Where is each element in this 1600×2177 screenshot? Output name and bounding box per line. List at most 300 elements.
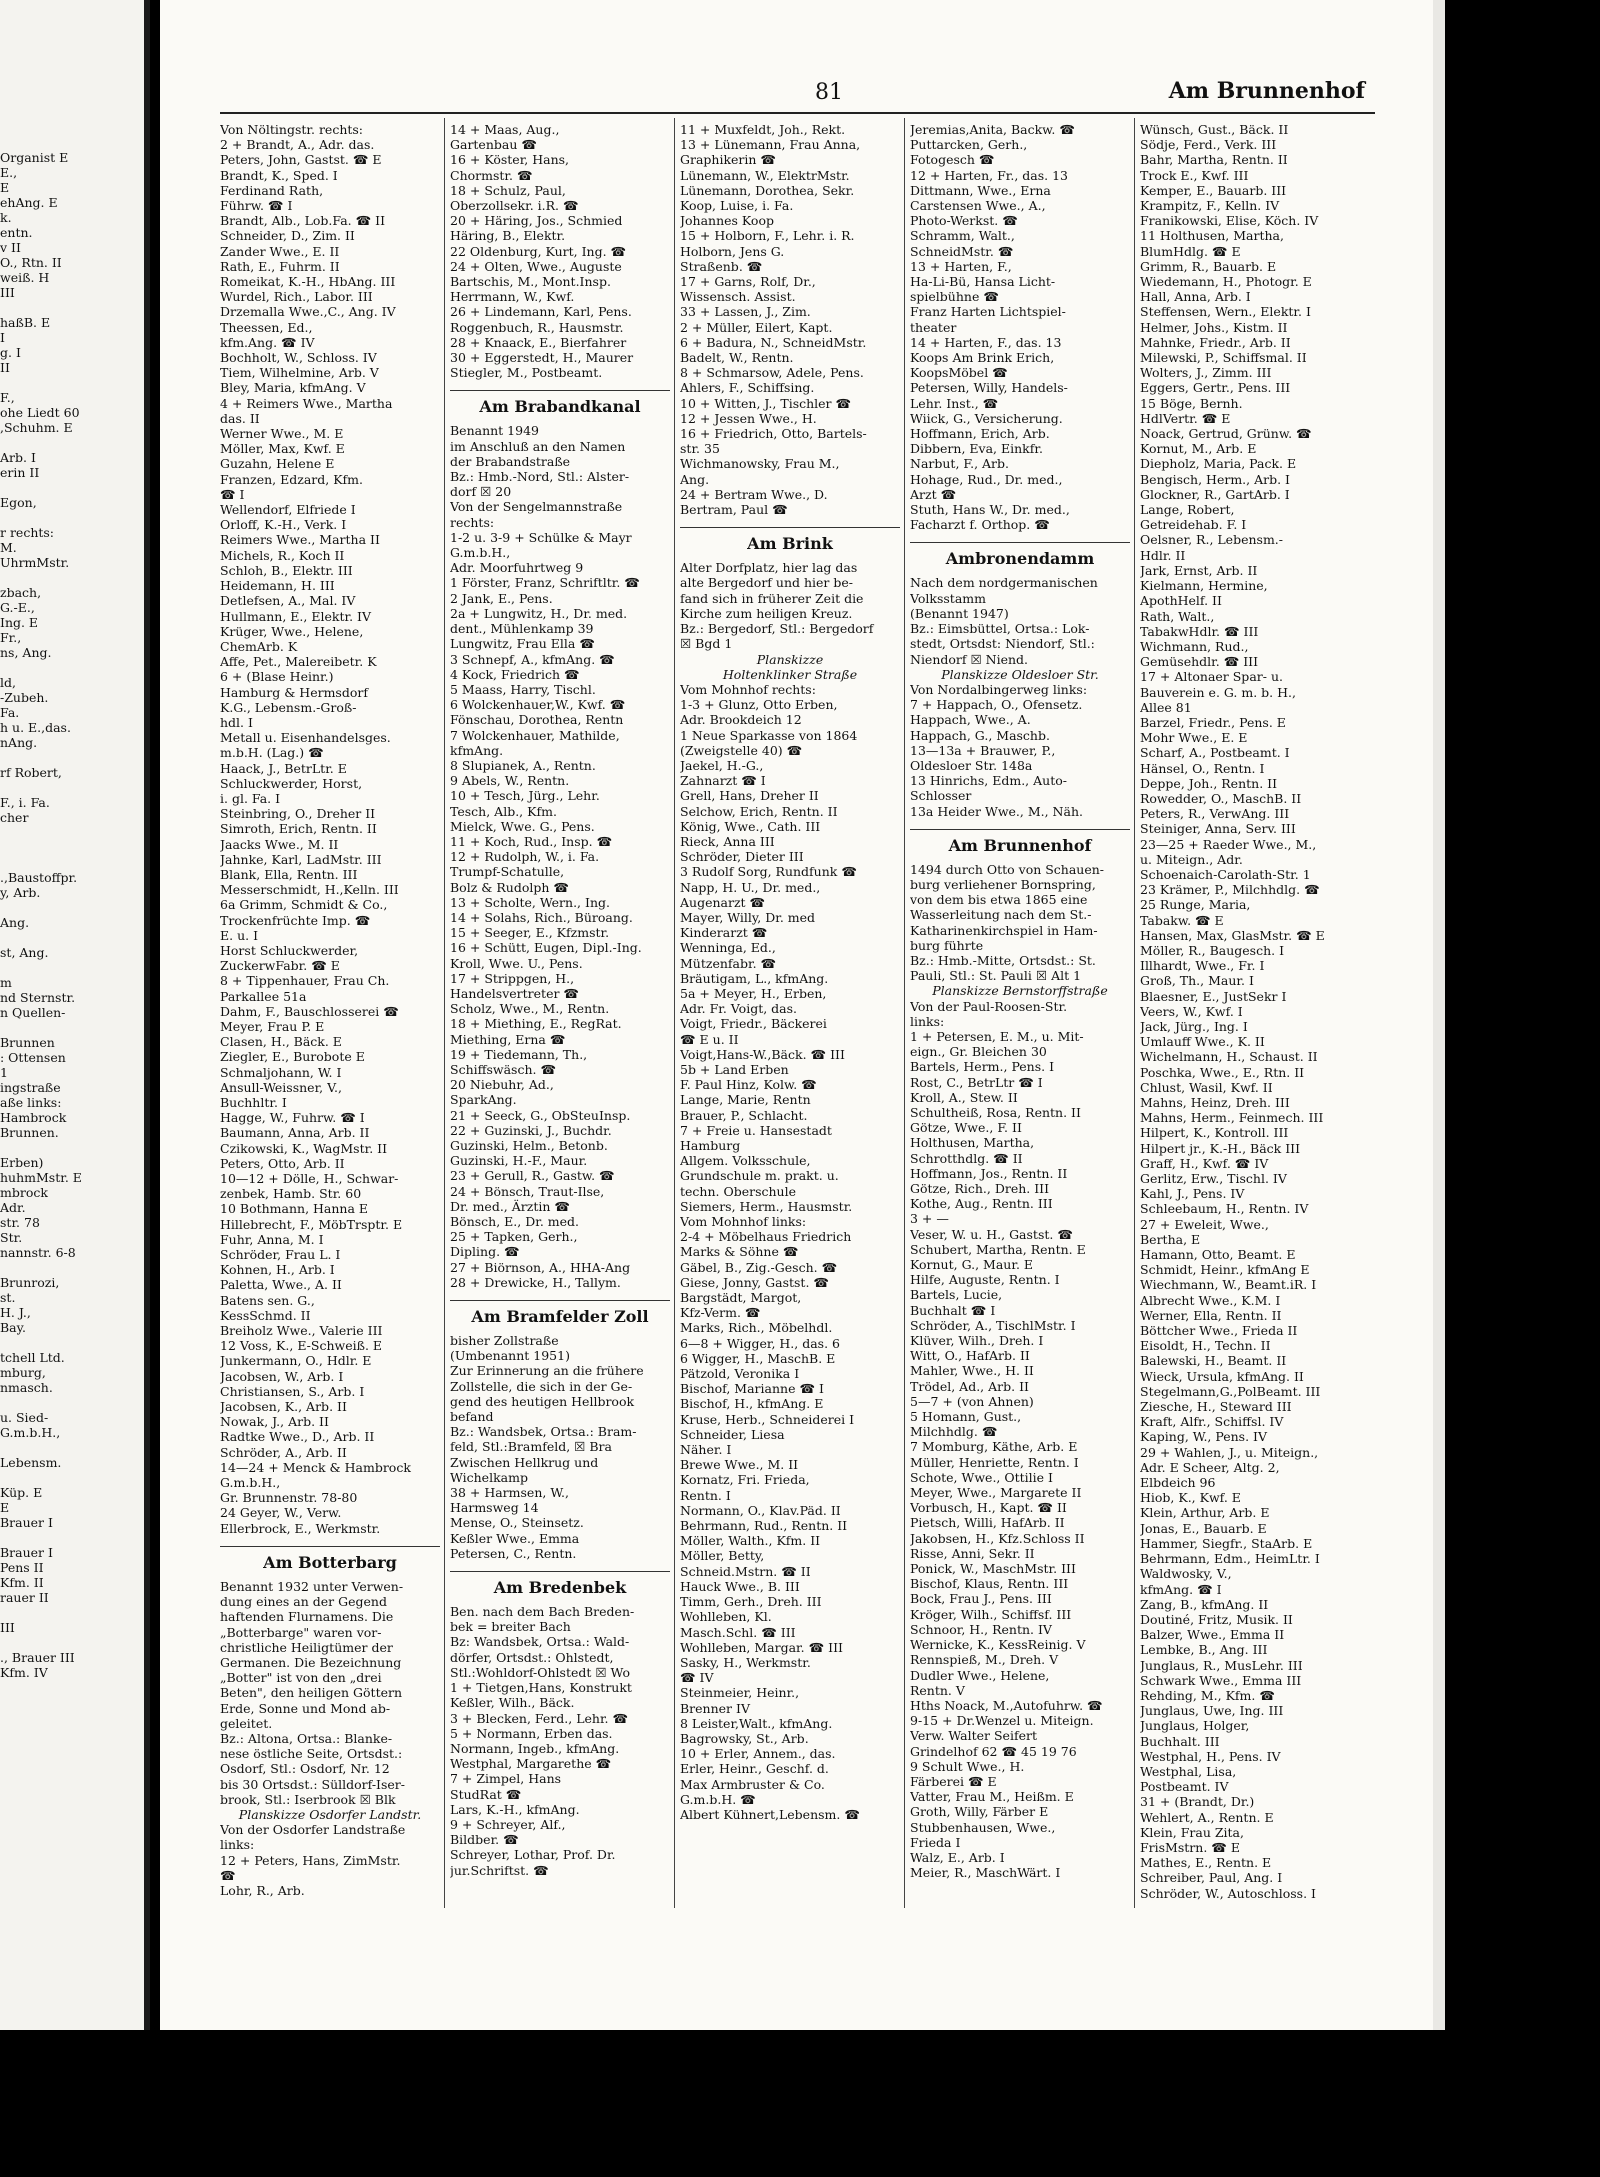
directory-entry: Brauer, P., Schlacht. [680, 1107, 808, 1123]
directory-entry: 6 + (Blase Heinr.) [220, 669, 334, 685]
directory-entry: Bräutigam, L., kfmAng. [680, 970, 829, 986]
directory-entry: Mielck, Wwe. G., Pens. [450, 818, 595, 834]
directory-entry: kfm.Ang. ☎ IV [220, 334, 315, 350]
directory-entry: Scholz, Wwe., M., Rentn. [450, 1001, 610, 1017]
directory-entry: Wohlleben, Kl. [680, 1609, 772, 1625]
directory-entry: KoopsMöbel ☎ [910, 365, 1008, 381]
directory-page [160, 0, 1445, 2030]
directory-entry: befand [450, 1409, 494, 1425]
directory-entry: 1 + Tietgen,Hans, Konstrukt [450, 1680, 632, 1696]
directory-entry: Adr. Moorfuhrtweg 9 [450, 560, 584, 576]
directory-entry: Miething, Erna ☎ [450, 1031, 566, 1047]
directory-entry: der Brabandstraße [450, 453, 571, 469]
fragment-line: Brauer I [0, 1515, 53, 1530]
directory-entry: Lehr. Inst., ☎ [910, 395, 999, 411]
directory-entry: Lange, Robert, [1140, 502, 1235, 518]
fragment-line: O., Rtn. II [0, 255, 62, 270]
directory-entry: Lohr, R., Arb. [220, 1882, 305, 1898]
directory-entry: Guzahn, Helene E [220, 456, 335, 472]
directory-entry: Kahl, J., Pens. IV [1140, 1186, 1245, 1202]
fragment-line: r rechts: [0, 525, 55, 540]
fragment-line: erin II [0, 465, 40, 480]
fragment-line: Hambrock [0, 1110, 67, 1125]
directory-entry: geleitet. [220, 1715, 273, 1731]
directory-entry: Bischof, H., kfmAng. E [680, 1396, 824, 1412]
directory-entry: feld, Stl.:Bramfeld, ☒ Bra [450, 1439, 612, 1455]
directory-entry: Stl.:Wohldorf-Ohlstedt ☒ Wo [450, 1664, 631, 1680]
directory-entry: 13—13a + Brauwer, P., [910, 742, 1056, 758]
directory-entry: 10 + Tesch, Jürg., Lehr. [450, 788, 600, 804]
directory-entry: Stiegler, M., Postbeamt. [450, 365, 603, 381]
directory-entry: Kornut, G., Maur. E [910, 1257, 1034, 1273]
directory-entry: im Anschluß an den Namen [450, 438, 626, 454]
directory-entry: christliche Heiligtümer der [220, 1639, 393, 1655]
directory-entry: Hamann, Otto, Beamt. E [1140, 1247, 1296, 1263]
directory-entry: Rost, C., BetrLtr ☎ I [910, 1074, 1043, 1090]
directory-entry: Masch.Schl. ☎ III [680, 1624, 796, 1640]
directory-entry: Allgem. Volksschule, [680, 1153, 811, 1169]
directory-entry: Trockenfrüchte Imp. ☎ [220, 912, 371, 928]
directory-entry: Stegelmann,G.,PolBeamt. III [1140, 1383, 1321, 1399]
directory-entry: theater [910, 319, 957, 335]
directory-column-2 [450, 122, 670, 1878]
directory-entry: Tiem, Wilhelmine, Arb. V [220, 365, 379, 381]
directory-entry: Franikowski, Elise, Köch. IV [1140, 213, 1319, 229]
directory-entry: Junglaus, R., MusLehr. III [1140, 1657, 1303, 1673]
directory-entry: u. Miteign., Adr. [1140, 851, 1243, 867]
directory-column-1 [220, 122, 440, 1898]
directory-entry: haftenden Flurnamens. Die [220, 1609, 394, 1625]
directory-entry: ☎ IV [680, 1670, 714, 1686]
directory-entry: Wichmann, Rud., [1140, 638, 1249, 654]
directory-entry: Voigt, Friedr., Bäckerei [680, 1016, 827, 1032]
directory-entry: Zang, B., kfmAng. II [1140, 1596, 1269, 1612]
directory-entry: Schluckwerder, Horst, [220, 775, 363, 791]
directory-entry: Radtke Wwe., D., Arb. II [220, 1429, 375, 1445]
directory-entry: Zwischen Hellkrug und [450, 1454, 599, 1470]
fragment-line: entn. [0, 225, 33, 240]
directory-entry: Napp, H. U., Dr. med., [680, 879, 821, 895]
directory-entry: Klüver, Wilh., Dreh. I [910, 1333, 1044, 1349]
directory-entry: 5a + Meyer, H., Erben, [680, 985, 827, 1001]
directory-entry: KessSchmd. II [220, 1307, 311, 1323]
directory-entry: Nowak, J., Arb. II [220, 1414, 329, 1430]
directory-entry: Tabakw. ☎ E [1140, 912, 1224, 928]
directory-entry: Glockner, R., GartArb. I [1140, 486, 1290, 502]
directory-entry: 7 Momburg, Käthe, Arb. E [910, 1439, 1078, 1455]
directory-entry: Rehding, M., Kfm. ☎ [1140, 1687, 1275, 1703]
directory-entry: Benannt 1932 unter Verwen- [220, 1578, 404, 1594]
directory-entry: Marks, Rich., Möbelhdl. [680, 1320, 833, 1336]
street-heading: Am Brabandkanal [450, 390, 670, 417]
directory-entry: Peters, R., VerwAng. III [1140, 806, 1290, 822]
directory-entry: Wichelkamp [450, 1469, 528, 1485]
fragment-line: m [0, 975, 12, 990]
directory-entry: Grundschule m. prakt. u. [680, 1168, 839, 1184]
directory-entry: Graff, H., Kwf. ☎ IV [1140, 1155, 1269, 1171]
directory-entry: Mathes, E., Rentn. E [1140, 1855, 1272, 1871]
directory-entry: Diepholz, Maria, Pack. E [1140, 456, 1297, 472]
directory-entry: Bz.: Bergedorf, Stl.: Bergedorf [680, 621, 874, 637]
directory-entry: Grimm, R., Bauarb. E [1140, 258, 1277, 274]
directory-entry: Bolz & Rudolph ☎ [450, 879, 569, 895]
directory-entry: Happach, G., Maschb. [910, 727, 1050, 743]
directory-entry: Brewe Wwe., M. II [680, 1457, 799, 1473]
directory-entry: 6 + Badura, N., SchneidMstr. [680, 334, 867, 350]
directory-entry: Hoffmann, Erich, Arb. [910, 426, 1050, 442]
fragment-line [0, 510, 150, 525]
directory-entry: Hilpert, K., Kontroll. III [1140, 1125, 1289, 1141]
fragment-line: rauer II [0, 1590, 49, 1605]
directory-entry: Germanen. Die Bezeichnung [220, 1654, 402, 1670]
fragment-line [0, 1260, 150, 1275]
directory-entry: Milewski, P., Schiffsmal. II [1140, 350, 1307, 366]
directory-entry: Orloff, K.-H., Verk. I [220, 517, 347, 533]
directory-entry: bisher Zollstraße [450, 1333, 559, 1349]
directory-entry: Ellerbrock, E., Werkmstr. [220, 1520, 381, 1536]
directory-entry: Jakobsen, H., Kfz.Schloss II [910, 1530, 1085, 1546]
directory-entry: Kothe, Aug., Rentn. III [910, 1196, 1053, 1212]
fragment-line [0, 1530, 150, 1545]
directory-entry: Jaekel, H.-G., [680, 757, 764, 773]
directory-entry: Trödel, Ad., Arb. II [910, 1378, 1029, 1394]
directory-entry: BlumHdlg. ☎ E [1140, 243, 1241, 259]
directory-entry: Jark, Ernst, Arb. II [1140, 562, 1258, 578]
fragment-line: Brunnen [0, 1035, 55, 1050]
directory-entry: ☎ [220, 1867, 236, 1883]
directory-entry: 3 Schnepf, A., kfmAng. ☎ [450, 651, 615, 667]
fragment-line [0, 375, 150, 390]
directory-entry: Jonas, E., Bauarb. E [1140, 1520, 1267, 1536]
directory-entry: 18 + Schulz, Paul, [450, 182, 566, 198]
directory-entry: Krüger, Wwe., Helene, [220, 623, 364, 639]
fragment-line [0, 1470, 150, 1485]
directory-entry: Meyer, Frau P. E [220, 1018, 325, 1034]
fragment-line: .,Baustoffpr. [0, 870, 78, 885]
previous-page-text [0, 0, 150, 1680]
directory-entry: Clasen, H., Bäck. E [220, 1034, 342, 1050]
fragment-line [0, 750, 150, 765]
fragment-line: v II [0, 240, 21, 255]
directory-entry: m.b.H. (Lag.) ☎ [220, 745, 324, 761]
directory-entry: von dem bis etwa 1865 eine [910, 892, 1088, 908]
directory-entry: Westphal, H., Pens. IV [1140, 1748, 1281, 1764]
directory-entry: Waldwosky, V., [1140, 1566, 1232, 1582]
directory-entry: 2 + Müller, Eilert, Kapt. [680, 319, 833, 335]
directory-entry: (Benannt 1947) [910, 605, 1009, 621]
directory-entry: Pietsch, Willi, HafArb. II [910, 1515, 1065, 1531]
fragment-line: -Zubeh. [0, 690, 49, 705]
fragment-line: E [0, 180, 10, 195]
directory-entry: Möller, Walth., Kfm. II [680, 1533, 821, 1549]
directory-entry: Ziegler, E., Burobote E [220, 1049, 365, 1065]
directory-entry: K.G., Lebensm.-Groß- [220, 699, 357, 715]
directory-entry: 3 + — [910, 1211, 949, 1227]
directory-entry: Bildber. ☎ [450, 1832, 519, 1848]
directory-entry: Holthusen, Martha, [910, 1135, 1035, 1151]
directory-entry: Kemper, E., Bauarb. III [1140, 182, 1287, 198]
directory-entry: Hths Noack, M.,Autofuhrw. ☎ [910, 1697, 1103, 1713]
directory-entry: Hamburg & Hermsdorf [220, 684, 368, 700]
directory-entry: Alter Dorfplatz, hier lag das [680, 560, 858, 576]
directory-entry: 13 + Harten, F., [910, 258, 1012, 274]
directory-entry: Theessen, Ed., [220, 319, 313, 335]
directory-entry: G.m.b.H., [220, 1475, 281, 1491]
fragment-line [0, 840, 150, 855]
directory-entry: Hullmann, E., Elektr. IV [220, 608, 371, 624]
directory-entry: Affe, Pet., Malereibetr. K [220, 654, 377, 670]
directory-entry: Baumann, Anna, Arb. II [220, 1125, 370, 1141]
directory-entry: Erde, Sonne und Mond ab- [220, 1700, 391, 1716]
directory-entry: das. II [220, 410, 260, 426]
directory-entry: Groß, Th., Maur. I [1140, 973, 1254, 989]
column-rule [674, 118, 675, 1908]
directory-entry: Metall u. Eisenhandelsges. [220, 730, 391, 746]
fragment-line: mburg, [0, 1365, 46, 1380]
fragment-line: u. Sied- [0, 1410, 49, 1425]
directory-entry: Mense, O., Steinsetz. [450, 1515, 584, 1531]
directory-entry: ApothHelf. II [1140, 593, 1222, 609]
directory-entry: Wichmanowsky, Frau M., [680, 456, 840, 472]
directory-entry: 14—24 + Menck & Hambrock [220, 1459, 411, 1475]
directory-entry: Bengisch, Herm., Arb. I [1140, 471, 1290, 487]
fragment-line: Str. [0, 1230, 23, 1245]
directory-entry: Von der Paul-Roosen-Str. [910, 998, 1068, 1014]
directory-entry: Happach, Wwe., A. [910, 712, 1031, 728]
directory-entry: 23 Krämer, P., Milchhdlg. ☎ [1140, 882, 1320, 898]
fragment-line: nd Sternstr. [0, 990, 76, 1005]
directory-entry: Rennspieß, M., Dreh. V [910, 1652, 1059, 1668]
directory-entry: 28 + Knaack, E., Bierfahrer [450, 334, 627, 350]
directory-entry: Götze, Rich., Dreh. III [910, 1181, 1050, 1196]
directory-entry: 28 + Drewicke, H., Tallym. [450, 1274, 621, 1290]
directory-entry: Schote, Wwe., Ottilie I [910, 1469, 1053, 1485]
directory-entry: 22 Oldenburg, Kurt, Ing. ☎ [450, 243, 627, 259]
directory-entry: Czikowski, K., WagMstr. II [220, 1140, 388, 1156]
directory-entry: Blaesner, E., JustSekr I [1140, 988, 1287, 1004]
directory-entry: G.m.b.H., [450, 545, 511, 561]
directory-entry: 15 + Seeger, E., Kfzmstr. [450, 925, 610, 941]
directory-entry: Wieck, Ursula, kfmAng. II [1140, 1368, 1304, 1384]
directory-entry: Franz Harten Lichtspiel- [910, 304, 1066, 320]
directory-entry: Schubert, Martha, Rentn. E [910, 1241, 1086, 1257]
fragment-line: y, Arb. [0, 885, 41, 900]
directory-entry: ☎ I [220, 486, 245, 502]
directory-entry: 15 + Holborn, F., Lehr. i. R. [680, 228, 855, 244]
page-number: 81 [815, 80, 843, 105]
directory-entry: Lars, K.-H., kfmAng. [450, 1801, 580, 1817]
directory-entry: Rath, E., Fuhrm. II [220, 258, 340, 274]
fragment-line: ehAng. E [0, 195, 58, 210]
directory-entry: Balzer, Wwe., Emma II [1140, 1627, 1285, 1643]
fragment-line: H. J., [0, 1305, 31, 1320]
directory-entry: links: [220, 1837, 255, 1853]
directory-entry: „Botter" ist von den „drei [220, 1670, 382, 1686]
directory-entry: Dudler Wwe., Helene, [910, 1667, 1050, 1683]
directory-entry: Chormstr. ☎ [450, 167, 533, 183]
directory-entry: Hammer, Siegfr., StaArb. E [1140, 1535, 1313, 1551]
directory-entry: Mahnke, Friedr., Arb. II [1140, 334, 1291, 350]
fragment-line: huhmMstr. E [0, 1170, 82, 1185]
directory-entry: Von Nordalbingerweg links: [910, 681, 1088, 697]
directory-entry: 24 + Bertram Wwe., D. [680, 486, 828, 502]
fragment-line: h u. E.,das. [0, 720, 71, 735]
directory-entry: Götze, Wwe., F. II [910, 1120, 1022, 1136]
directory-entry: Trock E., Kwf. III [1140, 167, 1249, 183]
directory-entry: 5 Homann, Gust., [910, 1409, 1022, 1425]
page-gutter [144, 0, 150, 2030]
street-heading: Am Bramfelder Zoll [450, 1300, 670, 1327]
directory-entry: Jaacks Wwe., M. II [220, 836, 339, 852]
fragment-line: nmasch. [0, 1380, 53, 1395]
directory-entry: Von der Sengelmannstraße [450, 499, 623, 515]
fragment-line: haßB. E [0, 315, 51, 330]
directory-entry: rechts: [450, 514, 495, 530]
directory-entry: Krampitz, F., Kelln. IV [1140, 198, 1280, 214]
directory-entry: Benannt 1949 [450, 423, 539, 439]
fragment-line [0, 825, 150, 840]
directory-entry: Facharzt f. Orthop. ☎ [910, 517, 1050, 533]
directory-entry: gend des heutigen Hellbrook [450, 1393, 635, 1409]
page-header [220, 72, 1375, 114]
directory-entry: Wiedemann, H., Photogr. E [1140, 274, 1312, 290]
directory-entry: Hillebrecht, F., MöbTrsptr. E [220, 1216, 403, 1232]
directory-entry: Peters, Otto, Arb. II [220, 1155, 345, 1171]
directory-entry: Planskizze Oldesloer Str. [941, 666, 1099, 682]
directory-entry: kfmAng. ☎ I [1140, 1581, 1222, 1597]
directory-entry: Allee 81 [1140, 699, 1192, 715]
directory-entry: Bartels, Herm., Pens. I [910, 1059, 1055, 1075]
directory-column-3 [680, 122, 900, 1822]
directory-entry: Lünemann, Dorothea, Sekr. [680, 182, 855, 198]
directory-entry: Batens sen. G., [220, 1292, 315, 1308]
directory-entry: Puttarcken, Gerh., [910, 137, 1028, 153]
directory-entry: 6—8 + Wigger, H., das. 6 [680, 1335, 840, 1351]
directory-entry: Kruse, Herb., Schneiderei I [680, 1411, 855, 1427]
directory-entry: dent., Mühlenkamp 39 [450, 621, 594, 637]
directory-entry: Osdorf, Stl.: Osdorf, Nr. 12 [220, 1761, 390, 1777]
directory-entry: Schoenaich-Carolath-Str. 1 [1140, 866, 1311, 882]
directory-entry: Bahr, Martha, Rentn. II [1140, 152, 1288, 168]
fragment-line: k. [0, 210, 12, 225]
directory-entry: Hamburg [680, 1138, 741, 1153]
directory-entry: Färberei ☎ E [910, 1773, 997, 1789]
directory-entry: Böttcher Wwe., Frieda II [1140, 1323, 1298, 1339]
directory-entry: 7 Wolckenhauer, Mathilde, [450, 727, 620, 743]
directory-entry: Lünemann, W., ElektrMstr. [680, 167, 850, 183]
directory-entry: Veers, W., Kwf. I [1140, 1003, 1243, 1019]
directory-entry: 4 + Reimers Wwe., Martha [220, 395, 393, 411]
directory-entry: 8 + Tippenhauer, Frau Ch. [220, 973, 390, 989]
directory-entry: Scharf, A., Postbeamt. I [1140, 745, 1290, 761]
directory-entry: G.m.b.H. ☎ [680, 1791, 756, 1807]
directory-entry: Haack, J., BetrLtr. E [220, 760, 347, 776]
directory-entry: 13 + Scholte, Wern., Ing. [450, 894, 610, 910]
directory-entry: Michels, R., Koch II [220, 547, 345, 563]
directory-entry: Hoffmann, Jos., Rentn. II [910, 1165, 1068, 1181]
directory-entry: bek = breiter Bach [450, 1619, 571, 1635]
directory-entry: Hauck Wwe., B. III [680, 1578, 800, 1594]
directory-entry: „Botterbarge" waren vor- [220, 1624, 382, 1640]
fragment-line: str. 78 [0, 1215, 40, 1230]
fragment-line: ld, [0, 675, 16, 690]
directory-entry: Kornut, M., Arb. E [1140, 441, 1257, 457]
directory-entry: Ha-Li-Bü, Hansa Licht- [910, 274, 1056, 290]
directory-entry: Fuhr, Anna, M. I [220, 1231, 324, 1247]
directory-entry: Wissensch. Assist. [680, 289, 796, 305]
directory-entry: 13 Hinrichs, Edm., Auto- [910, 773, 1067, 789]
fragment-line: E [0, 1500, 10, 1515]
directory-entry: Volksstamm [910, 590, 986, 606]
directory-entry: brook, Stl.: Iserbrook ☒ Blk [220, 1791, 396, 1807]
directory-entry: Badelt, W., Rentn. [680, 350, 794, 366]
directory-entry: Hohage, Rud., Dr. med., [910, 471, 1063, 487]
directory-entry: Kraft, Alfr., Schiffsl. IV [1140, 1414, 1284, 1430]
directory-entry: 16 + Schütt, Eugen, Dipl.-Ing. [450, 940, 642, 956]
directory-entry: zenbek, Hamb. Str. 60 [220, 1186, 362, 1202]
fragment-line: Organist E [0, 150, 69, 165]
directory-entry: (Umbenannt 1951) [450, 1348, 570, 1364]
directory-entry: 2a + Lungwitz, H., Dr. med. [450, 605, 628, 621]
directory-entry: 11 + Muxfeldt, Joh., Rekt. [680, 122, 846, 137]
directory-entry: Bock, Frau J., Pens. III [910, 1591, 1052, 1607]
directory-entry: Oberzollsekr. i.R. ☎ [450, 198, 579, 214]
directory-entry: Möller, Betty, [680, 1548, 765, 1564]
directory-entry: Blank, Ella, Rentn. III [220, 866, 358, 882]
directory-entry: Doutiné, Fritz, Musik. II [1140, 1611, 1293, 1627]
directory-entry: Mohr Wwe., E. E [1140, 730, 1248, 746]
directory-entry: Eggers, Gertr., Pens. III [1140, 380, 1291, 396]
directory-entry: Westphal, Lisa, [1140, 1763, 1237, 1779]
directory-entry: Jack, Jürg., Ing. I [1140, 1018, 1248, 1034]
directory-entry: Bz.: Wandsbek, Ortsa.: Bram- [450, 1424, 637, 1440]
directory-entry: 26 + Lindemann, Karl, Pens. [450, 304, 632, 320]
directory-entry: 30 + Eggerstedt, H., Maurer [450, 350, 634, 366]
directory-entry: Vorbusch, H., Kapt. ☎ II [910, 1500, 1067, 1516]
directory-entry: 38 + Harmsen, W., [450, 1485, 569, 1501]
directory-entry: 4 Kock, Friedrich ☎ [450, 666, 580, 682]
directory-entry: 14 + Solahs, Rich., Büroang. [450, 909, 633, 925]
directory-entry: Schröder, W., Autoschloss. I [1140, 1885, 1316, 1901]
fragment-line: III [0, 1620, 15, 1635]
fragment-line [0, 1635, 150, 1650]
directory-entry: Bönsch, E., Dr. med. [450, 1214, 580, 1230]
directory-entry: Hänsel, O., Rentn. I [1140, 760, 1265, 776]
directory-entry: Keßler Wwe., Emma [450, 1530, 580, 1546]
directory-entry: Schrotthdlg. ☎ II [910, 1150, 1023, 1166]
fragment-line: Bay. [0, 1320, 27, 1335]
directory-entry: 21 + Seeck, G., ObSteuInsp. [450, 1107, 631, 1123]
directory-entry: 20 Niebuhr, Ad., [450, 1077, 554, 1093]
directory-entry: Kinderarzt ☎ [680, 925, 768, 941]
directory-entry: Meyer, Wwe., Margarete II [910, 1485, 1082, 1501]
fragment-line: n Quellen- [0, 1005, 66, 1020]
directory-entry: Rowedder, O., MaschB. II [1140, 790, 1302, 806]
directory-entry: Gäbel, B., Zig.-Gesch. ☎ [680, 1259, 838, 1275]
directory-entry: spielbühne ☎ [910, 289, 999, 305]
directory-entry: 6 Wigger, H., MaschB. E [680, 1350, 836, 1366]
directory-entry: links: [910, 1013, 945, 1029]
directory-entry: Selchow, Erich, Rentn. II [680, 803, 838, 819]
fragment-line: Erben) [0, 1155, 44, 1170]
fragment-line: st. [0, 1290, 16, 1305]
directory-entry: ChemArb. K [220, 638, 298, 654]
directory-entry: hdl. I [220, 714, 253, 730]
directory-entry: 7 + Happach, O., Ofensetz. [910, 697, 1083, 713]
fragment-line: Egon, [0, 495, 37, 510]
directory-entry: Schlosser [910, 788, 972, 804]
directory-entry: Noack, Gertrud, Grünw. ☎ [1140, 426, 1312, 442]
